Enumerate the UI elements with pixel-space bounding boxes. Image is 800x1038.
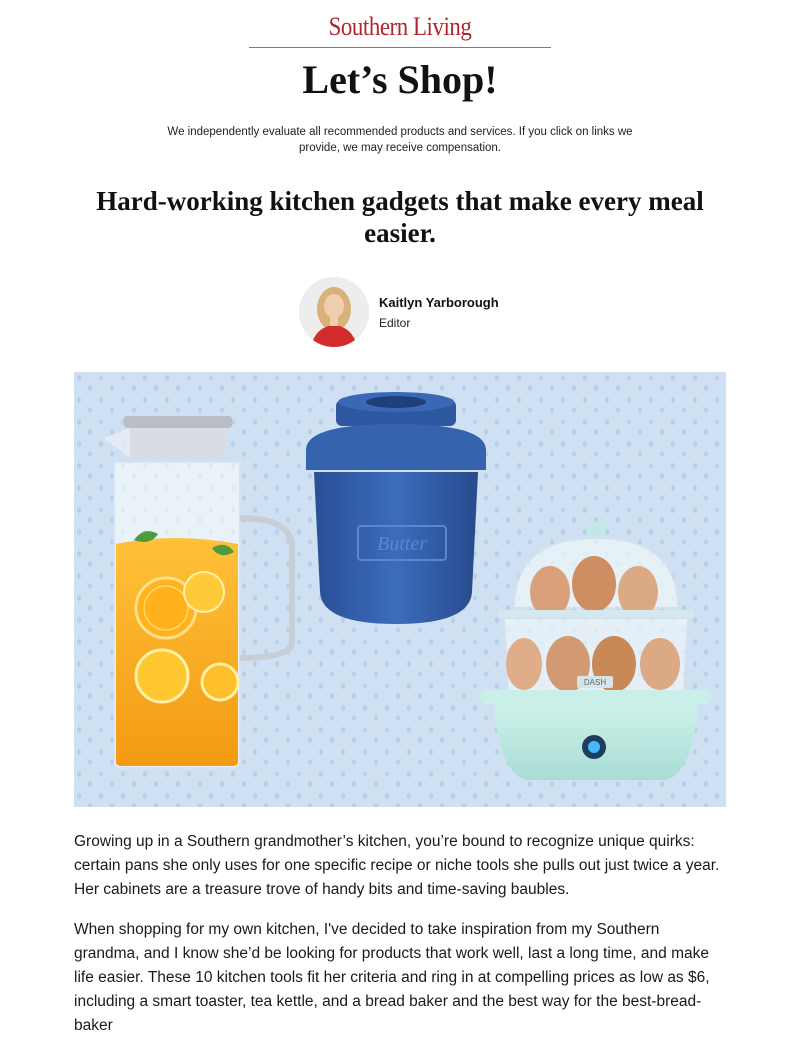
brand-logo[interactable]: Southern Living [328,12,472,41]
affiliate-disclaimer: We independently evaluate all recommended products and services. If you click on links we provide, we may receive compensation. [167,126,633,154]
author-portrait-icon [299,277,369,347]
kitchen-gadgets-illustration [74,372,726,807]
svg-text:DASH: DASH [583,678,607,687]
author-role: Editor [379,316,411,330]
masthead-divider [249,47,551,48]
author-avatar[interactable] [299,277,369,347]
page-title: Let’s Shop! [302,57,498,102]
article-paragraph-1: Growing up in a Southern grandmother’s kitchen, you’re bound to recognize unique quirks: certain pans she only uses for one specific recipe or niche tools she pulls out just twice a year. Her cabinets are a treasure trove of handy bits and time-saving baubles. [74,833,720,898]
hero-image[interactable] [74,372,726,807]
svg-text:Butter: Butter [377,533,427,555]
article-subhead[interactable]: Hard-working kitchen gadgets that make every meal easier. [96,186,704,248]
article-paragraph-2: When shopping for my own kitchen, I've decided to take inspiration from my Southern grandma, and I know she’d be looking for products that work well, last a long time, and make life easier. These 10 kitchen tools fit her criteria and ring in at compelling prices as low as $6, including a smart toaster, tea kettle, and a bread baker and the best way for the best-bread-baker [74,921,710,1034]
author-name[interactable]: Kaitlyn Yarborough [379,295,499,310]
